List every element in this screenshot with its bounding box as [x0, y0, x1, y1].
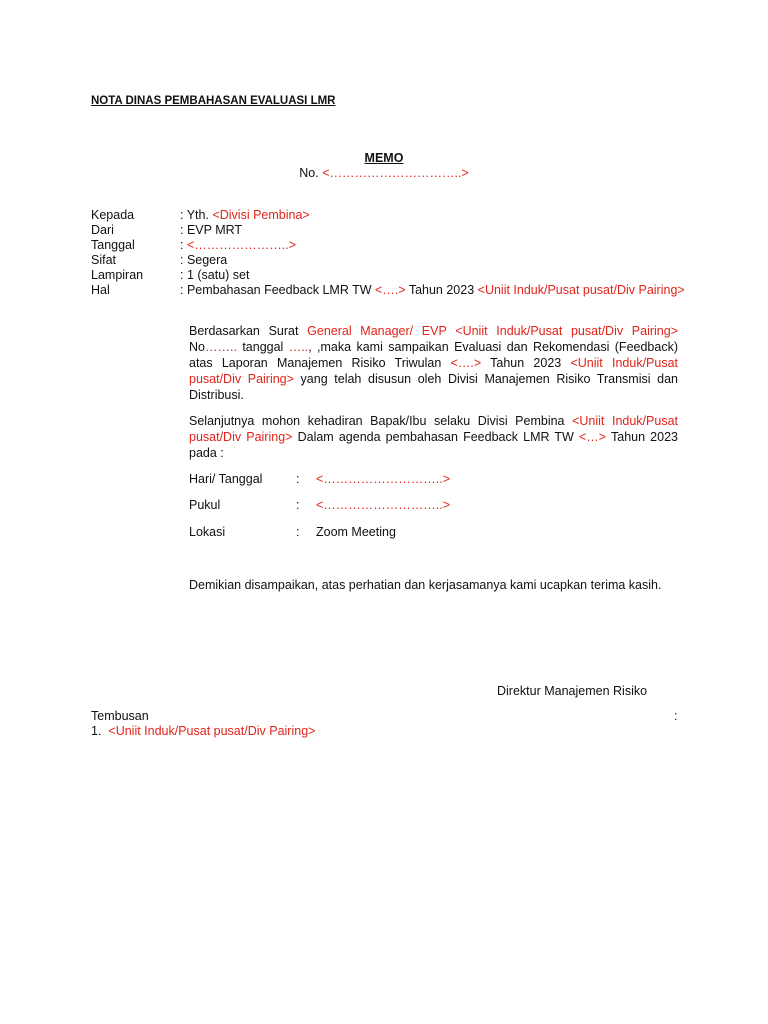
paragraph-text: Selanjutnya mohon kehadiran Bapak/Ibu selaku Divisi Pembina — [189, 414, 573, 428]
paragraph-text: Tahun 2023 — [481, 356, 571, 370]
document-title: NOTA DINAS PEMBAHASAN EVALUASI LMR — [91, 95, 336, 107]
memo-header-table — [91, 208, 685, 298]
paragraph-text: Dalam agenda pembahasan Feedback LMR TW — [292, 430, 579, 444]
paragraph-invitation — [189, 413, 678, 461]
header-row-sifat — [91, 253, 685, 268]
paragraph-placeholder: <…> — [578, 430, 607, 444]
header-key: Lampiran — [91, 268, 144, 282]
paragraph-placeholder: <….> — [450, 356, 482, 370]
header-row-lampiran — [91, 268, 685, 283]
header-value-placeholder: <…………………..> — [186, 238, 296, 252]
header-value: : 1 (satu) set — [180, 268, 250, 282]
header-key: Dari — [91, 223, 114, 237]
cc-colon: : — [674, 709, 678, 723]
header-value-text: : Pembahasan Feedback LMR TW — [180, 283, 375, 297]
header-value — [180, 238, 296, 253]
paragraph-text: yang telah disusun oleh Divisi Manajemen Risiko Transmisi dan Distribusi. — [189, 372, 678, 402]
header-value: : Segera — [180, 253, 228, 267]
header-value-placeholder: <….> — [375, 283, 406, 297]
header-key: Hal — [91, 283, 110, 297]
detail-colon: : — [296, 525, 300, 539]
header-value-placeholder: <Uniit Induk/Pusat pusat/Div Pairing> — [477, 283, 685, 297]
header-row-hal — [91, 283, 685, 298]
header-value-text: : Yth. — [180, 208, 213, 222]
header-value-placeholder: <Divisi Pembina> — [212, 208, 310, 222]
detail-colon: : — [296, 498, 300, 512]
paragraph-text: Berdasarkan Surat — [189, 324, 308, 338]
paragraph-placeholder: <Uniit Induk/Pusat pusat/Div Pairing> — [189, 414, 678, 444]
cc-item-value: <Uniit Induk/Pusat pusat/Div Pairing> — [108, 724, 316, 738]
header-value — [180, 283, 685, 298]
header-value-text: Tahun 2023 — [405, 283, 478, 297]
header-key: Kepada — [91, 208, 135, 222]
memo-heading: MEMO — [364, 151, 404, 165]
cc-label: Tembusan — [91, 709, 149, 723]
detail-row-location — [189, 525, 396, 539]
paragraph-text: tanggal — [236, 340, 289, 354]
header-value — [180, 208, 310, 223]
detail-key: Lokasi — [189, 525, 226, 539]
cc-list-item — [91, 724, 315, 738]
signer-title: Direktur Manajemen Risiko — [497, 684, 648, 698]
paragraph-text: , ,maka kami sampaikan Evaluasi dan Rekomendasi (Feedback) atas Laporan Manajemen Risiko Triwulan — [189, 340, 678, 370]
detail-key: Pukul — [189, 498, 221, 512]
paragraph-text: No — [189, 340, 205, 354]
header-value: : EVP MRT — [180, 223, 243, 237]
paragraph-placeholder: <Uniit Induk/Pusat pusat/Div Pairing> — [189, 356, 679, 386]
detail-value: <………………………..> — [316, 472, 451, 486]
header-key: Tanggal — [91, 238, 135, 252]
paragraph-placeholder: …….. — [204, 340, 237, 354]
memo-number-label: No. — [299, 166, 323, 180]
detail-row-date — [189, 472, 450, 486]
cc-item-number: 1. — [91, 724, 102, 738]
memo-number — [0, 166, 768, 180]
closing-statement: Demikian disampaikan, atas perhatian dan kerjasamanya kami ucapkan terima kasih. — [189, 578, 662, 592]
detail-row-time — [189, 498, 450, 512]
detail-value: Zoom Meeting — [316, 525, 396, 539]
header-row-dari — [91, 223, 685, 238]
header-value-text: : — [180, 238, 187, 252]
paragraph-text: Tahun 2023 pada : — [189, 430, 678, 460]
memo-number-value: <…………………………..> — [322, 166, 469, 180]
header-row-tanggal — [91, 238, 685, 253]
paragraph-placeholder: ….. — [288, 340, 309, 354]
detail-colon: : — [296, 472, 300, 486]
detail-value: <………………………..> — [316, 498, 451, 512]
header-key: Sifat — [91, 253, 117, 267]
paragraph-placeholder: General Manager/ EVP <Uniit Induk/Pusat pusat/Div Pairing> — [307, 324, 678, 338]
header-row-kepada — [91, 208, 685, 223]
paragraph-intro — [189, 323, 678, 403]
detail-key: Hari/ Tanggal — [189, 472, 263, 486]
